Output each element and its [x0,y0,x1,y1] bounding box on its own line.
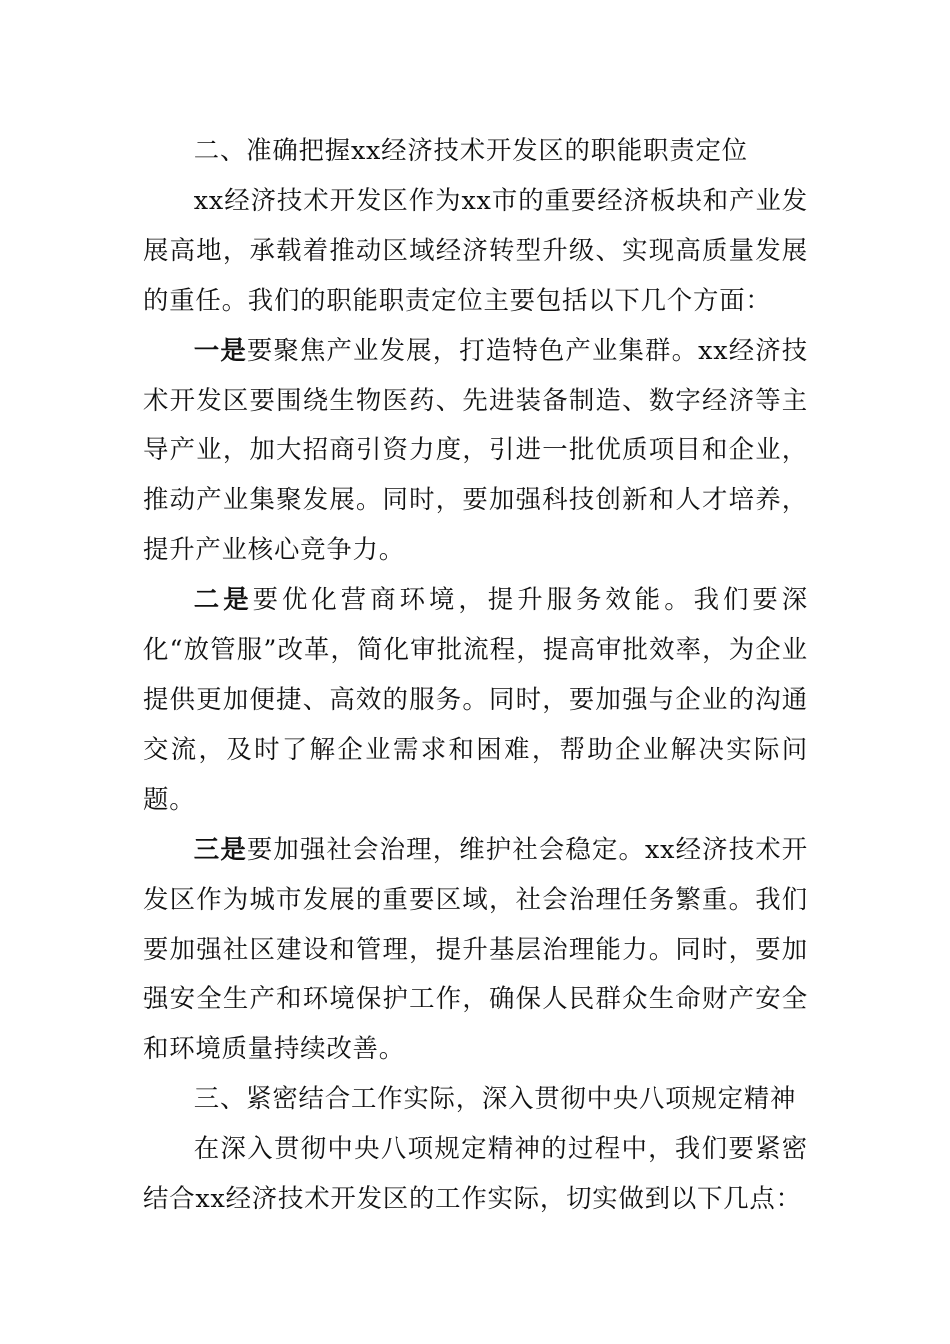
section-heading-3: 三、紧密结合工作实际，深入贯彻中央八项规定精神 [193,1083,797,1114]
point-two-text: 要优化营商环境，提升服务效能。我们要深化“放管服”改革，简化审批流程，提高审批效率，为企业提供更加便捷、高效的服务。同时，要加强与企业的沟通交流，及时了解企业需求和困难，帮助企业解决实际问题。 [143,584,808,814]
closing-paragraph: 在深入贯彻中央八项规定精神的过程中，我们要紧密结合xx经济技术开发区的工作实际，切实做到以下几点： [143,1133,808,1214]
point-one-lead: 一是 [193,334,247,365]
point-two-paragraph [143,575,808,825]
point-one-text: 要聚焦产业发展，打造特色产业集群。xx经济技术开发区要围绕生物医药、先进装备制造、数字经济等主导产业，加大招商引资力度，引进一批优质项目和企业，推动产业集聚发展。同时，要加强科技创新和人才培养，提升产业核心竞争力。 [143,334,808,565]
point-three-lead: 三是 [193,833,247,864]
point-one-paragraph [143,326,808,576]
intro-paragraph: xx经济技术开发区作为xx市的重要经济板块和产业发展高地，承载着推动区域经济转型升级、实现高质量发展的重任。我们的职能职责定位主要包括以下几个方面： [143,184,808,315]
point-two-lead: 二是 [193,584,253,615]
section-heading-2: 二、准确把握xx经济技术开发区的职能职责定位 [193,135,748,165]
point-three-text: 要加强社会治理，维护社会稳定。xx经济技术开发区作为城市发展的重要区域，社会治理任务繁重。我们要加强社区建设和管理，提升基层治理能力。同时，要加强安全生产和环境保护工作，确保人民群众生命财产安全和环境质量持续改善。 [143,833,808,1064]
document-body [143,126,808,1224]
point-three-paragraph [143,825,808,1075]
